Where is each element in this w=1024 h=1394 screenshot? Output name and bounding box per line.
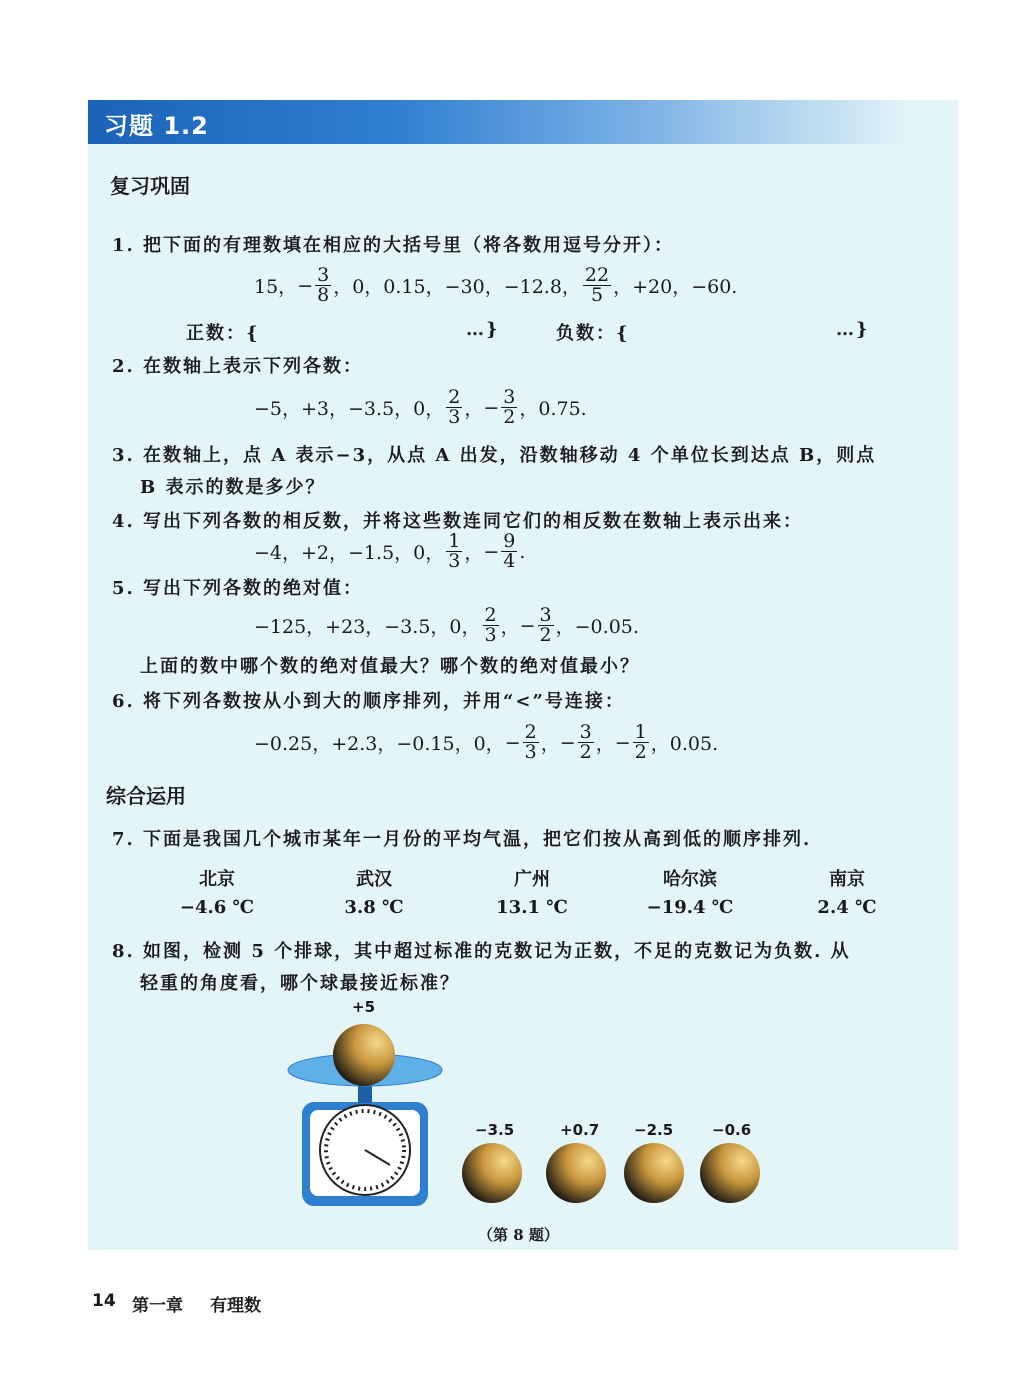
numerator: 2: [484, 604, 497, 626]
denominator: 3: [524, 741, 537, 763]
section-review: 复习巩固: [110, 174, 190, 198]
volleyball-icon: [333, 1024, 395, 1086]
expr-text: ，0.05.: [650, 733, 719, 755]
city-temp: −19.4 ℃: [646, 897, 734, 918]
exercise-banner: [88, 100, 958, 144]
denominator: 2: [579, 741, 592, 763]
q8-line2: 轻重的角度看，哪个球最接近标准？: [140, 973, 460, 994]
q4-text: 4. 写出下列各数的相反数，并将这些数连同它们的相反数在数轴上表示出来：: [112, 511, 804, 532]
ball-label: −0.6: [712, 1121, 752, 1139]
expr-text: ，0.75.: [519, 398, 587, 420]
expr-text: .: [519, 540, 526, 563]
volleyball-icon: [546, 1143, 606, 1203]
fraction: [315, 266, 331, 305]
numerator: 22: [584, 264, 610, 286]
fraction-sign: −: [614, 731, 631, 754]
q1-expression: [254, 266, 737, 305]
q7-text: 7. 下面是我国几个城市某年一月份的平均气温，把它们按从高到低的顺序排列.: [112, 829, 812, 850]
denominator: 2: [634, 741, 647, 763]
expr-text: −5，+3，−3.5，0，: [254, 398, 445, 420]
city-temp: 13.1 ℃: [496, 897, 568, 918]
ball-label: −3.5: [475, 1121, 515, 1139]
expr-text: ，0，0.15，−30，−12.8，: [333, 276, 581, 298]
expr-text: ，: [464, 542, 484, 564]
fraction: [578, 723, 594, 762]
expr-text: ，+20，−60.: [613, 276, 738, 298]
volleyball-icon: [624, 1143, 684, 1203]
city-name: 广州: [514, 869, 550, 890]
city-name: 南京: [829, 869, 865, 890]
denominator: 3: [448, 406, 461, 428]
volleyball-icon: [700, 1143, 760, 1203]
denominator: 4: [503, 550, 516, 572]
q5-text: 5. 写出下列各数的绝对值：: [112, 578, 364, 599]
ball-label: −2.5: [634, 1121, 674, 1139]
numerator: 3: [503, 386, 516, 408]
q1-positive-end: …}: [466, 319, 500, 340]
denominator: 8: [317, 284, 330, 306]
q5-expression: [254, 606, 639, 645]
fraction: [523, 723, 539, 762]
fraction: [501, 388, 517, 427]
fraction: [501, 532, 517, 571]
fraction: [446, 532, 462, 571]
city-temp: 3.8 ℃: [344, 897, 404, 918]
numerator: 2: [524, 721, 537, 743]
fraction: [633, 723, 649, 762]
q3-line1: 3. 在数轴上，点 A 表示−3，从点 A 出发，沿数轴移动 4 个单位长到达点 B，则点: [112, 445, 877, 466]
ball-label: +5: [352, 998, 376, 1016]
section-apply: 综合运用: [106, 784, 186, 808]
denominator: 2: [539, 624, 552, 646]
fraction: [483, 606, 499, 645]
fraction: [446, 388, 462, 427]
scale-and-balls-illustration: [280, 1010, 780, 1220]
expr-text: −0.25，+2.3，−0.15，0，: [254, 733, 505, 755]
city-name: 武汉: [356, 869, 392, 890]
chapter-label: 第一章: [132, 1296, 183, 1316]
numerator: 1: [634, 721, 647, 743]
fraction: [583, 266, 611, 305]
exercise-title: 习题 1.2: [104, 112, 209, 140]
numerator: 1: [448, 530, 461, 552]
q4-expression: [254, 532, 525, 571]
q5-followup: 上面的数中哪个数的绝对值最大？哪个数的绝对值最小？: [140, 656, 640, 677]
denominator: 2: [503, 406, 516, 428]
expr-text: ，: [595, 733, 615, 755]
q2-text: 2. 在数轴上表示下列各数：: [112, 356, 364, 377]
expr-text: ，: [540, 733, 560, 755]
expr-text: ，−0.05.: [555, 616, 639, 638]
figure-caption: （第 8 题）: [478, 1226, 559, 1244]
fraction-sign: −: [559, 731, 576, 754]
fraction: [538, 606, 554, 645]
expr-text: ，: [464, 398, 484, 420]
city-temp: 2.4 ℃: [817, 897, 877, 918]
q8-line1: 8. 如图，检测 5 个排球，其中超过标准的克数记为正数，不足的克数记为负数. 从: [112, 941, 851, 962]
city-name: 哈尔滨: [663, 869, 717, 890]
volleyball-icon: [462, 1143, 522, 1203]
q1-text: 1. 把下面的有理数填在相应的大括号里（将各数用逗号分开）：: [112, 235, 675, 256]
expr-text: −125，+23，−3.5，0，: [254, 616, 481, 638]
ball-label: +0.7: [560, 1121, 600, 1139]
numerator: 3: [579, 721, 592, 743]
numerator: 3: [539, 604, 552, 626]
chapter-title: 有理数: [210, 1296, 261, 1316]
q6-expression: [254, 723, 718, 762]
q2-expression: [254, 388, 587, 427]
denominator: 3: [484, 624, 497, 646]
fraction-sign: −: [519, 614, 536, 637]
fraction-sign: −: [483, 540, 500, 563]
page-number: 14: [92, 1291, 116, 1311]
fraction-sign: −: [504, 731, 521, 754]
numerator: 9: [503, 530, 516, 552]
fraction-sign: −: [483, 396, 500, 419]
q6-text: 6. 将下列各数按从小到大的顺序排列，并用“<”号连接：: [112, 691, 625, 712]
q1-positive-label: 正数：{: [186, 323, 260, 344]
q3-line2: B 表示的数是多少？: [140, 477, 326, 498]
expr-text: ，: [500, 616, 520, 638]
q1-negative-label: 负数：{: [556, 323, 630, 344]
fraction-sign: −: [297, 274, 314, 297]
city-name: 北京: [199, 869, 235, 890]
city-temp: −4.6 ℃: [179, 897, 255, 918]
numerator: 2: [448, 386, 461, 408]
expr-text: 15，: [254, 276, 298, 298]
denominator: 5: [590, 284, 604, 306]
q1-negative-end: …}: [836, 319, 870, 340]
denominator: 3: [448, 550, 461, 572]
numerator: 3: [317, 264, 330, 286]
expr-text: −4，+2，−1.5，0，: [254, 542, 445, 564]
